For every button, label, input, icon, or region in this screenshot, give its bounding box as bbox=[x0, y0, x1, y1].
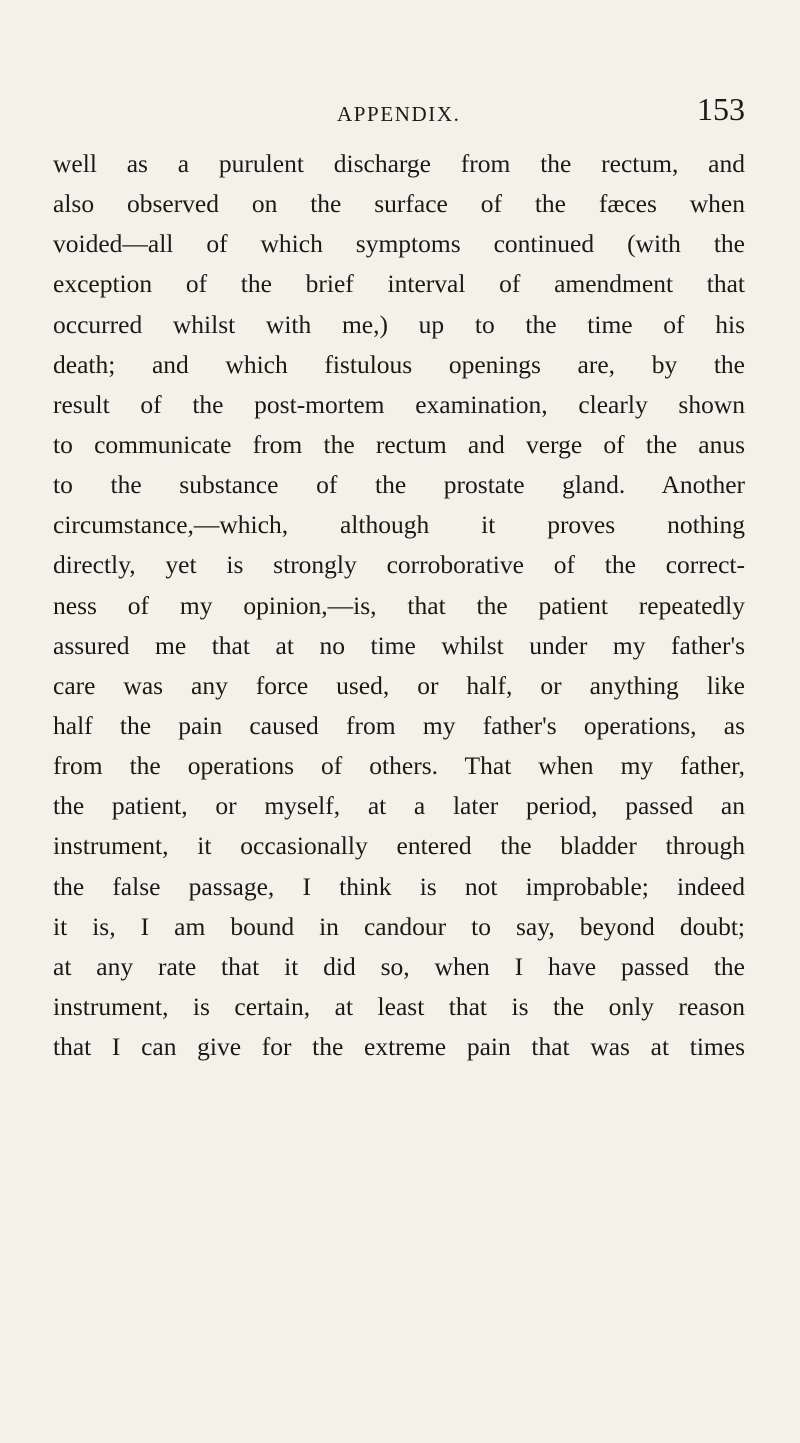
text-line: the patient, or myself, at a later period, passed an bbox=[53, 791, 745, 821]
text-line: that I can give for the extreme pain that was at times bbox=[53, 1032, 745, 1062]
text-line: voided—all of which symptoms continued (with the bbox=[53, 229, 745, 259]
text-line: directly, yet is strongly corroborative of the correct- bbox=[53, 550, 745, 580]
text-line: also observed on the surface of the fæces when bbox=[53, 189, 745, 219]
text-line: result of the post-mortem examination, clearly shown bbox=[53, 389, 745, 419]
text-line: occurred whilst with me,) up to the time of his bbox=[53, 309, 745, 339]
text-line: at any rate that it did so, when I have passed the bbox=[53, 951, 745, 981]
running-head-title: APPENDIX. bbox=[337, 102, 461, 126]
text-line: from the operations of others. That when my father, bbox=[53, 751, 745, 781]
text-line: the false passage, I think is not improbable; indeed bbox=[53, 871, 745, 901]
text-line: circumstance,—which, although it proves nothing bbox=[53, 510, 745, 540]
text-line: it is, I am bound in candour to say, beyond doubt; bbox=[53, 911, 745, 941]
page-number: 153 bbox=[697, 91, 745, 127]
text-line: instrument, it occasionally entered the bladder through bbox=[53, 831, 745, 861]
text-line: ness of my opinion,—is, that the patient repeatedly bbox=[53, 590, 745, 620]
text-line: half the pain caused from my father's operations, as bbox=[53, 710, 745, 740]
text-line: care was any force used, or half, or anything like bbox=[53, 670, 745, 700]
text-line: to the substance of the prostate gland. Another bbox=[53, 470, 745, 500]
text-line: well as a purulent discharge from the rectum, and bbox=[53, 149, 745, 178]
running-head bbox=[0, 92, 800, 136]
text-line: exception of the brief interval of amendment that bbox=[53, 269, 745, 299]
text-line: to communicate from the rectum and verge of the anus bbox=[53, 429, 745, 459]
text-line: death; and which fistulous openings are, by the bbox=[53, 349, 745, 379]
body-text bbox=[53, 144, 745, 1067]
text-line: instrument, is certain, at least that is the only reason bbox=[53, 991, 745, 1021]
text-line: assured me that at no time whilst under my father's bbox=[53, 630, 745, 660]
